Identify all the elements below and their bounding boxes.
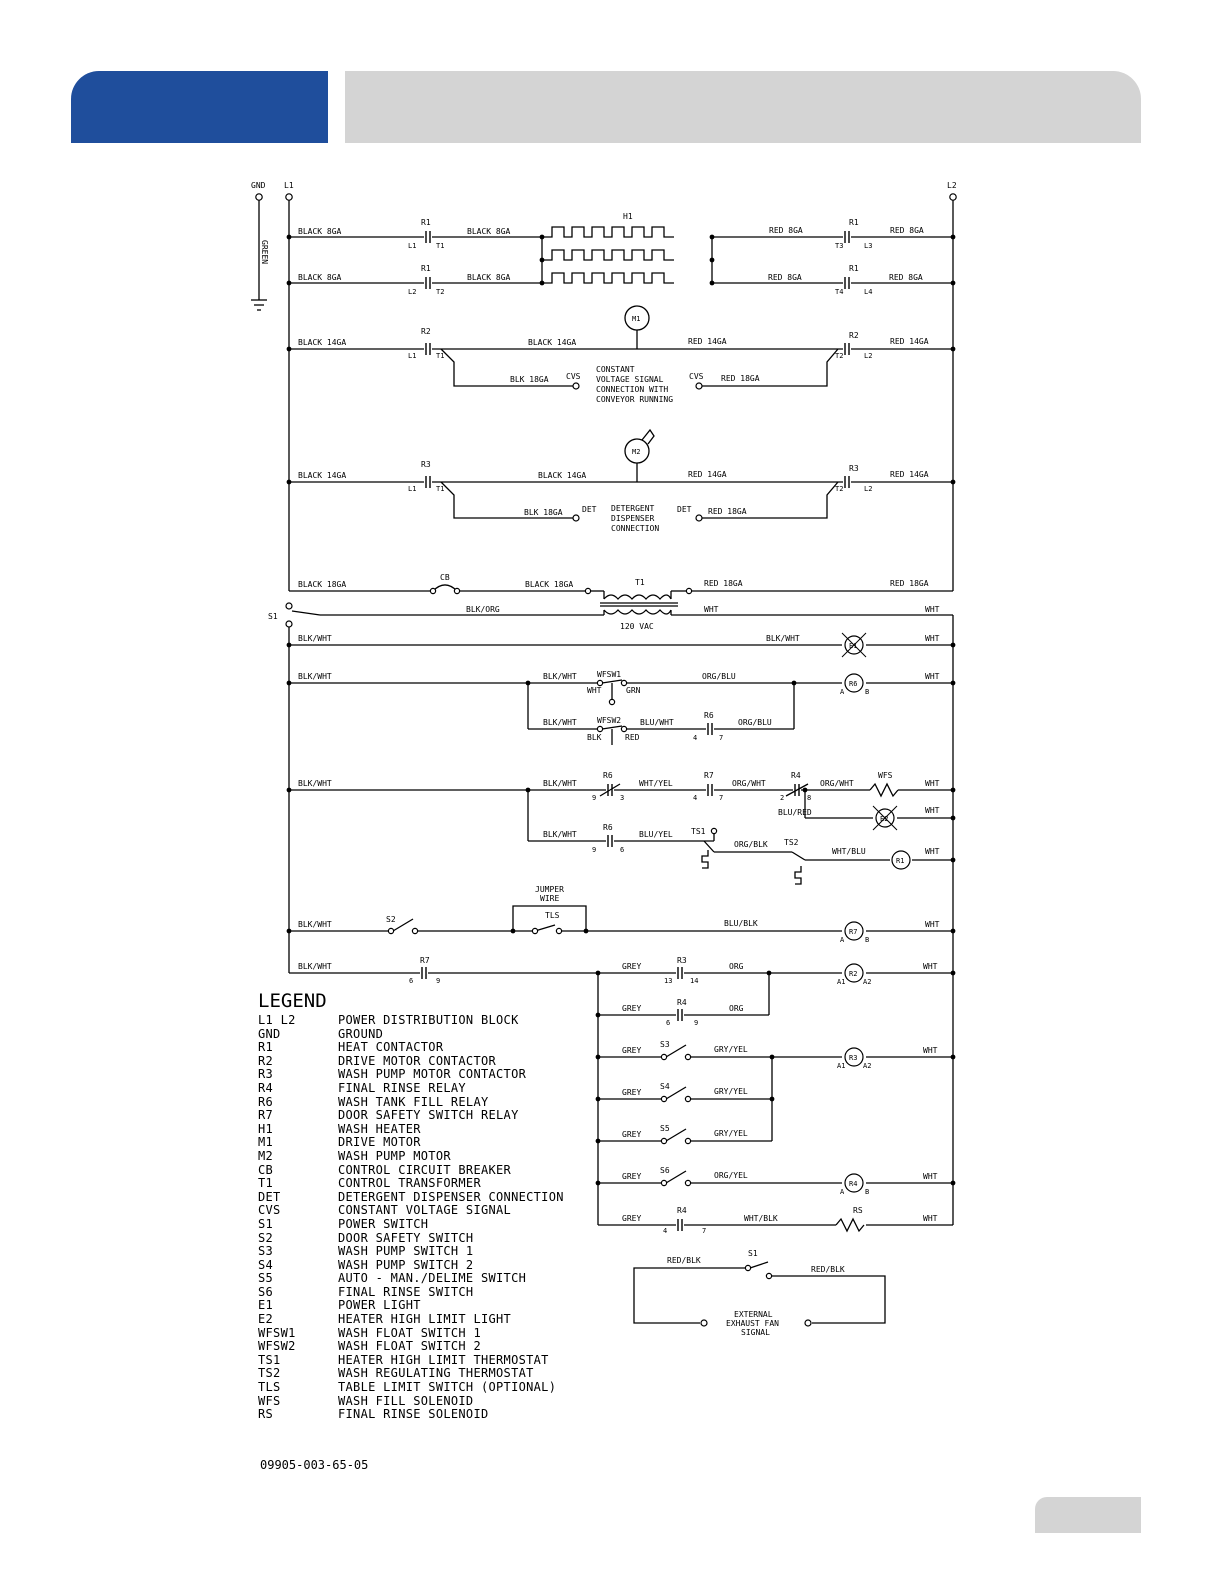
r7-label: R7 [420, 956, 430, 965]
label: BLACK 18GA [298, 580, 347, 589]
coil-symbols [845, 636, 910, 1192]
pin-label: A1 [837, 978, 846, 986]
pin-label: T2 [436, 288, 445, 296]
r1-coil-label: R1 [896, 857, 905, 865]
r3-label: R3 [677, 956, 687, 965]
legend-item [258, 1041, 564, 1055]
legend-description: DOOR SAFETY SWITCH [338, 1230, 474, 1245]
pin-label: L1 [408, 242, 417, 250]
pin-label: 7 [719, 734, 724, 742]
label: WHT [925, 779, 940, 788]
exhaust-label: SIGNAL [741, 1328, 770, 1337]
jumper-label: JUMPER [535, 885, 564, 894]
det-label: DET [582, 505, 597, 514]
legend-code: S1 [258, 1216, 274, 1231]
label: RED 14GA [890, 337, 929, 346]
pin-label: L1 [408, 485, 417, 493]
label: ORG/WHT [732, 779, 766, 788]
legend-item [258, 1259, 564, 1273]
label: RED 18GA [708, 507, 747, 516]
pin-label: 2 [780, 794, 785, 802]
label: ORG/BLU [738, 718, 772, 727]
pin-label: 4 [693, 794, 698, 802]
legend-description: WASH PUMP MOTOR [338, 1148, 451, 1163]
label: GRY/YEL [714, 1087, 748, 1096]
pin-label: L1 [408, 352, 417, 360]
label: GRY/YEL [714, 1045, 748, 1054]
cvs-note: CONNECTION WITH [596, 385, 669, 394]
label: WHT [587, 686, 602, 695]
label: BLU/RED [778, 808, 812, 817]
legend-code: CB [258, 1162, 274, 1177]
legend-code: R6 [258, 1094, 274, 1109]
legend-description: HEAT CONTACTOR [338, 1040, 444, 1055]
legend-description: CONTROL CIRCUIT BREAKER [338, 1162, 512, 1177]
ts1-label: TS1 [691, 827, 706, 836]
pin-label: T1 [436, 352, 445, 360]
pin-label: B [865, 936, 870, 944]
legend-code: R3 [258, 1067, 274, 1082]
r4-label: R4 [791, 771, 801, 780]
label: WHT [925, 672, 940, 681]
document-number: 09905-003-65-05 [260, 1458, 369, 1472]
exhaust-label: EXHAUST FAN [726, 1319, 779, 1328]
legend-item [258, 1109, 564, 1123]
legend-item [258, 1286, 564, 1300]
legend-code: T1 [258, 1176, 274, 1191]
label: BLK/WHT [298, 634, 332, 643]
pin-label: 3 [620, 794, 625, 802]
pin-label: 9 [592, 794, 597, 802]
cvs-label: CVS [689, 372, 704, 381]
pin-label: B [865, 1188, 870, 1196]
label: RED/BLK [811, 1265, 845, 1274]
label: BLK/WHT [766, 634, 800, 643]
legend-description: FINAL RINSE SWITCH [338, 1284, 474, 1299]
label: GRY/YEL [714, 1129, 748, 1138]
label: BLACK 14GA [538, 471, 587, 480]
label: RED 14GA [890, 470, 929, 479]
s5-label: S5 [660, 1124, 670, 1133]
det-note: DISPENSER [611, 514, 655, 523]
legend-code: TS1 [258, 1352, 281, 1367]
pin-label: 14 [690, 977, 699, 985]
pin-label: L2 [864, 485, 873, 493]
legend-description: CONTROL TRANSFORMER [338, 1176, 481, 1191]
legend-description: WASH PUMP MOTOR CONTACTOR [338, 1067, 527, 1082]
rs-label: RS [853, 1206, 863, 1215]
pin-label: 8 [807, 794, 812, 802]
green-label: GREEN [260, 240, 269, 265]
r6-label: R6 [603, 771, 613, 780]
legend-description: TABLE LIMIT SWITCH (OPTIONAL) [338, 1380, 557, 1395]
legend-code: S5 [258, 1271, 274, 1286]
legend-title: LEGEND [258, 990, 327, 1012]
legend-description: WASH FLOAT SWITCH 1 [338, 1325, 481, 1340]
label: WHT [923, 1214, 938, 1223]
label: WHT [925, 806, 940, 815]
label: BLK/WHT [543, 672, 577, 681]
r3-label: R3 [421, 460, 431, 469]
label: RED 18GA [704, 579, 743, 588]
legend-description: HEATER HIGH LIMIT LIGHT [338, 1312, 512, 1327]
s1-label: S1 [268, 612, 278, 621]
r3-coil-label: R3 [849, 1054, 858, 1062]
legend-description: FINAL RINSE RELAY [338, 1080, 466, 1095]
label: ORG/BLU [702, 672, 736, 681]
gnd-label: GND [251, 181, 266, 190]
legend-item [258, 1408, 564, 1422]
label: GREY [622, 1172, 642, 1181]
legend-description: DRIVE MOTOR [338, 1135, 421, 1150]
pin-label: T1 [436, 242, 445, 250]
pin-label: 6 [666, 1019, 671, 1027]
pin-label: A1 [837, 1062, 846, 1070]
pin-label: L2 [408, 288, 417, 296]
r2-label: R2 [849, 331, 859, 340]
pin-label: L4 [864, 288, 873, 296]
pin-label: T2 [835, 485, 844, 493]
det-label: DET [677, 505, 692, 514]
pin-label: A [840, 936, 845, 944]
exhaust-label: EXTERNAL [734, 1310, 773, 1319]
cvs-label: CVS [566, 372, 581, 381]
label: GREY [622, 1004, 642, 1013]
m2-label: M2 [632, 448, 641, 456]
label: BLACK 18GA [525, 580, 574, 589]
legend-item [258, 1354, 564, 1368]
label: ORG/BLK [734, 840, 768, 849]
r6-coil-label: R6 [849, 680, 858, 688]
legend-description: HEATER HIGH LIMIT THERMOSTAT [338, 1352, 549, 1367]
label: BLACK 14GA [528, 338, 577, 347]
legend-code: L1 L2 [258, 1013, 296, 1027]
pin-label: T3 [835, 242, 844, 250]
label: RED [625, 733, 640, 742]
legend-code: E1 [258, 1298, 274, 1313]
legend-item [258, 1150, 564, 1164]
legend-code: TLS [258, 1380, 281, 1395]
legend-description: WASH HEATER [338, 1121, 421, 1136]
label: BLACK 8GA [467, 227, 511, 236]
label: ORG [729, 962, 744, 971]
legend-item [258, 1272, 564, 1286]
pin-label: 7 [719, 794, 724, 802]
legend-code: CVS [258, 1203, 281, 1218]
legend-item [258, 1136, 564, 1150]
legend-code: S6 [258, 1284, 274, 1299]
legend-item [258, 1313, 564, 1327]
wfsw2-label: WFSW2 [597, 716, 622, 725]
pin-label: L3 [864, 242, 873, 250]
legend-code: M2 [258, 1148, 274, 1163]
label: WHT/BLU [832, 847, 866, 856]
pin-label: 4 [663, 1227, 668, 1235]
legend-item [258, 1299, 564, 1313]
e2-label: E2 [880, 815, 889, 823]
label: BLU/BLK [724, 919, 758, 928]
legend-item [258, 1340, 564, 1354]
label: RED 14GA [688, 337, 727, 346]
label: BLK 18GA [510, 375, 549, 384]
cb-label: CB [440, 573, 450, 582]
label: RED 8GA [889, 273, 923, 282]
cvs-note: CONVEYOR RUNNING [596, 395, 674, 404]
label: BLACK 14GA [298, 338, 347, 347]
legend-description: POWER SWITCH [338, 1216, 429, 1231]
label: BLK/WHT [298, 672, 332, 681]
legend-code: H1 [258, 1121, 274, 1136]
legend-item [258, 1177, 564, 1191]
legend-code: R1 [258, 1040, 274, 1055]
legend-description: DETERGENT DISPENSER CONNECTION [338, 1189, 564, 1204]
legend-code: S4 [258, 1257, 274, 1272]
legend-item [258, 1218, 564, 1232]
pin-label: 4 [693, 734, 698, 742]
label: WHT [925, 605, 940, 614]
pin-label: B [865, 688, 870, 696]
label: WHT [923, 1172, 938, 1181]
legend-item [258, 1123, 564, 1137]
label: GREY [622, 962, 642, 971]
det-note: CONNECTION [611, 524, 660, 533]
legend-item [258, 1367, 564, 1381]
r6-label: R6 [603, 823, 613, 832]
legend-code: WFS [258, 1393, 281, 1408]
legend-code: DET [258, 1189, 281, 1204]
label: BLK/WHT [543, 718, 577, 727]
wfsw1-label: WFSW1 [597, 670, 622, 679]
label: GREY [622, 1214, 642, 1223]
label: BLK/WHT [298, 962, 332, 971]
det-note: DETERGENT [611, 504, 655, 513]
legend-code: E2 [258, 1312, 274, 1327]
ts2-label: TS2 [784, 838, 799, 847]
legend-item [258, 1068, 564, 1082]
label: ORG/WHT [820, 779, 854, 788]
label: BLK/ORG [466, 605, 500, 614]
legend-list [258, 1014, 564, 1422]
legend-code: WFSW2 [258, 1339, 296, 1354]
legend-description: GROUND [338, 1026, 384, 1041]
legend-item [258, 1164, 564, 1178]
label: RED 14GA [688, 470, 727, 479]
label: WHT [923, 962, 938, 971]
legend-code: TS2 [258, 1366, 281, 1381]
wfs-label: WFS [878, 771, 893, 780]
legend-description: WASH FILL SOLENOID [338, 1393, 474, 1408]
label: BLACK 8GA [298, 273, 342, 282]
s2-label: S2 [386, 915, 396, 924]
s6-label: S6 [660, 1166, 670, 1175]
label: RED/BLK [667, 1256, 701, 1265]
legend-description: WASH TANK FILL RELAY [338, 1094, 489, 1109]
t1-label: T1 [635, 578, 645, 587]
l1-label: L1 [284, 181, 294, 190]
label: BLK/WHT [543, 830, 577, 839]
label: RED 8GA [768, 273, 802, 282]
legend-description: CONSTANT VOLTAGE SIGNAL [338, 1203, 512, 1218]
r6-label: R6 [704, 711, 714, 720]
pin-label: T1 [436, 485, 445, 493]
s1-label: S1 [748, 1249, 758, 1258]
legend-item [258, 1245, 564, 1259]
legend-item [258, 1191, 564, 1205]
label: WHT/YEL [639, 779, 673, 788]
legend-item [258, 1204, 564, 1218]
legend-description: POWER LIGHT [338, 1298, 421, 1313]
label: RED 8GA [890, 226, 924, 235]
label: ORG [729, 1004, 744, 1013]
pin-label: A [840, 688, 845, 696]
label: BLK/WHT [298, 779, 332, 788]
legend-code: WFSW1 [258, 1325, 296, 1340]
pin-label: A2 [863, 1062, 872, 1070]
legend-code: S2 [258, 1230, 274, 1245]
jumper-label: WIRE [540, 894, 560, 903]
r1-label: R1 [421, 264, 431, 273]
label: BLK/WHT [543, 779, 577, 788]
label: RED 18GA [721, 374, 760, 383]
cvs-note: CONSTANT [596, 365, 635, 374]
pin-label: T4 [835, 288, 844, 296]
legend-code: M1 [258, 1135, 274, 1150]
legend-code: R4 [258, 1080, 274, 1095]
r2-coil-label: R2 [849, 970, 858, 978]
r4-coil-label: R4 [849, 1180, 858, 1188]
cvs-note: VOLTAGE SIGNAL [596, 375, 664, 384]
r1-label: R1 [849, 218, 859, 227]
legend-description: DOOR SAFETY SWITCH RELAY [338, 1108, 519, 1123]
label: RED 18GA [890, 579, 929, 588]
legend-item [258, 1055, 564, 1069]
r4-label: R4 [677, 998, 687, 1007]
pin-label: 13 [664, 977, 673, 985]
legend-code: S3 [258, 1244, 274, 1259]
pin-label: 6 [620, 846, 625, 854]
label: BLACK 8GA [298, 227, 342, 236]
label: WHT [923, 1046, 938, 1055]
pin-label: 7 [702, 1227, 707, 1235]
legend-item [258, 1028, 564, 1042]
label: BLK 18GA [524, 508, 563, 517]
pin-label: 9 [694, 1019, 699, 1027]
pin-label: A2 [863, 978, 872, 986]
pin-label: 6 [409, 977, 414, 985]
r4-label: R4 [677, 1206, 687, 1215]
tls-label: TLS [545, 911, 560, 920]
label: BLU/WHT [640, 718, 674, 727]
label: WHT [925, 920, 940, 929]
legend-code: RS [258, 1407, 274, 1422]
h1-label: H1 [623, 212, 633, 221]
label: RED 8GA [769, 226, 803, 235]
legend-description: WASH PUMP SWITCH 2 [338, 1257, 474, 1272]
legend-item [258, 1232, 564, 1246]
legend-code: R7 [258, 1108, 274, 1123]
legend-item [258, 1082, 564, 1096]
label: BLU/YEL [639, 830, 673, 839]
legend-description: WASH PUMP SWITCH 1 [338, 1244, 474, 1259]
legend-description: DRIVE MOTOR CONTACTOR [338, 1053, 497, 1068]
r1-label: R1 [849, 264, 859, 273]
label: BLACK 8GA [467, 273, 511, 282]
pin-label: 9 [592, 846, 597, 854]
light-rays [842, 633, 897, 830]
legend-item [258, 1096, 564, 1110]
label: BLACK 14GA [298, 471, 347, 480]
legend-item [258, 1014, 564, 1028]
legend-description: WASH FLOAT SWITCH 2 [338, 1339, 481, 1354]
label: ORG/YEL [714, 1171, 748, 1180]
legend-item [258, 1381, 564, 1395]
legend-item [258, 1327, 564, 1341]
pin-label: A [840, 1188, 845, 1196]
pin-label: T2 [835, 352, 844, 360]
l2-label: L2 [947, 181, 957, 190]
label: BLK [587, 733, 602, 742]
r7-coil-label: R7 [849, 928, 858, 936]
r2-label: R2 [421, 327, 431, 336]
label: WHT/BLK [744, 1214, 778, 1223]
r3-label: R3 [849, 464, 859, 473]
label: GREY [622, 1046, 642, 1055]
label: GREY [622, 1088, 642, 1097]
pin-label: 9 [436, 977, 441, 985]
legend-description: POWER DISTRIBUTION BLOCK [338, 1013, 519, 1027]
legend-code: GND [258, 1026, 281, 1041]
legend-description: AUTO - MAN./DELIME SWITCH [338, 1271, 527, 1286]
label: BLK/WHT [298, 920, 332, 929]
label: WHT [704, 605, 719, 614]
vac-label: 120 VAC [620, 622, 654, 631]
r7-label: R7 [704, 771, 714, 780]
label: WHT [925, 634, 940, 643]
m1-label: M1 [632, 315, 641, 323]
e1-label: E1 [849, 642, 858, 650]
s4-label: S4 [660, 1082, 670, 1091]
legend-description: FINAL RINSE SOLENOID [338, 1407, 489, 1422]
r1-label: R1 [421, 218, 431, 227]
label: GRN [626, 686, 641, 695]
s3-label: S3 [660, 1040, 670, 1049]
label: GREY [622, 1130, 642, 1139]
legend-code: R2 [258, 1053, 274, 1068]
legend [258, 990, 564, 1422]
label: WHT [925, 847, 940, 856]
pin-label: L2 [864, 352, 873, 360]
legend-item [258, 1395, 564, 1409]
legend-description: WASH REGULATING THERMOSTAT [338, 1366, 534, 1381]
